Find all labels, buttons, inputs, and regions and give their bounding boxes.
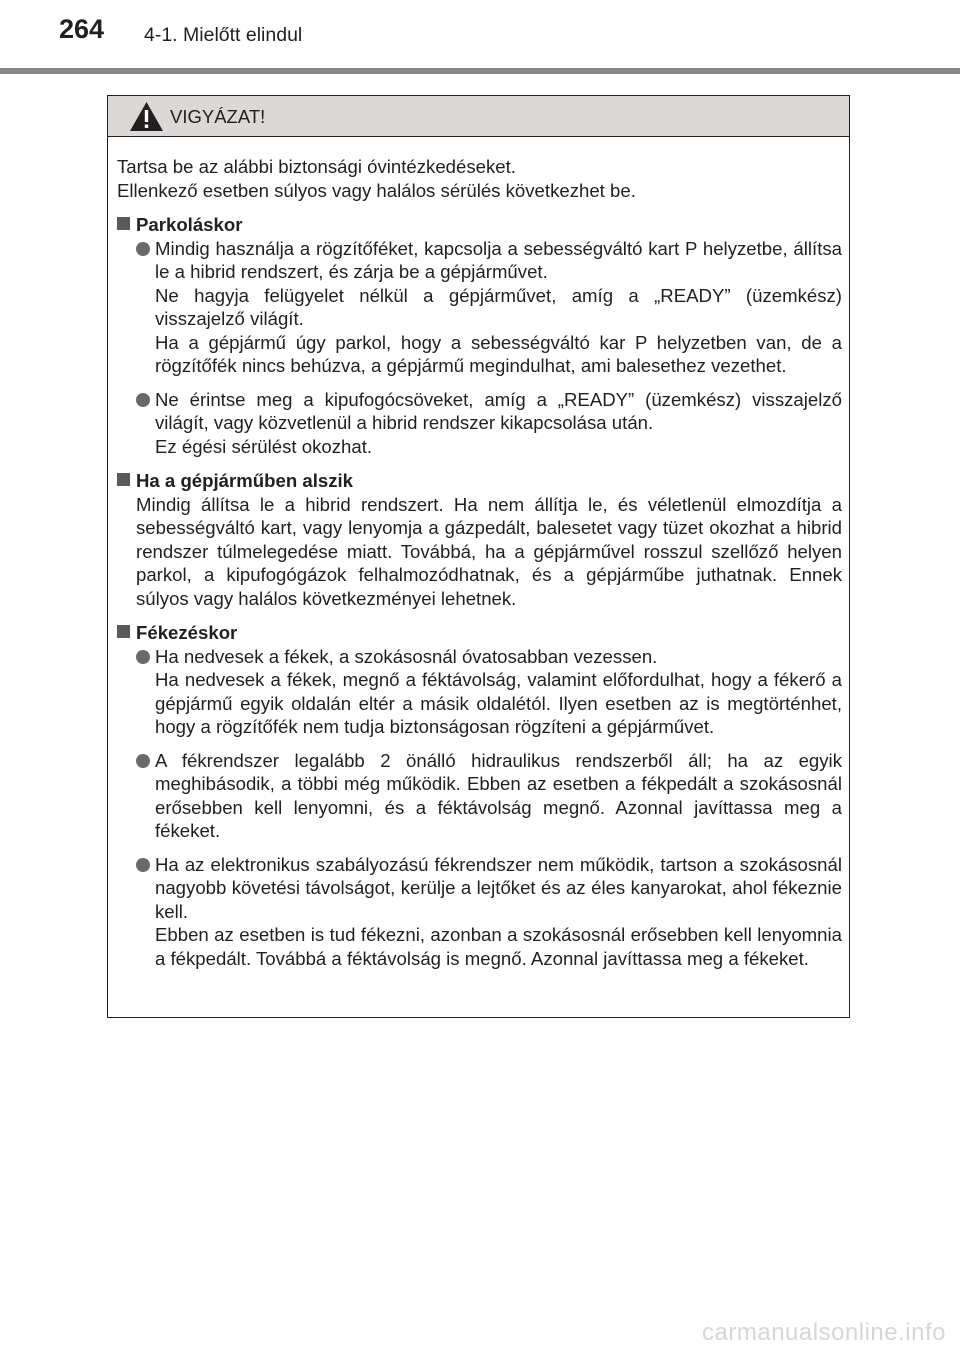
bullet-text: Ha nedvesek a fékek, a szokásosnál óvatosabban vezessen. [155, 645, 658, 667]
section-heading: Ha a gépjárműben alszik [117, 469, 842, 493]
bullet-text: Ez égési sérülést okozhat. [155, 435, 373, 457]
section-title: 4-1. Mielőtt elindul [144, 24, 303, 46]
section-text: Mindig állítsa le a hibrid rendszert. Ha nem állítja le, és véletlenül elmozdítja a sebességváltó kart, vagy lenyomja a gázpedált, balesetet vagy tüzet okozhat a hibrid rendszer túlmelegedése miatt. Továbbá, ha a gépjárművel rosszul szellőző helyen parkol, a kipufogógázok felhalmozódhatnak, és a gépjárműbe juthatnak. Ennek súlyos vagy halálos következményei lehetnek. [136, 493, 842, 609]
bullet-text: Ebben az esetben is tud fékezni, azonban a szokásosnál erősebben kell lenyomnia a fékpedált. Továbbá a féktávolság is megnő. Azonnal javíttassa meg a fékeket. [155, 924, 842, 969]
bullet-text: Ne érintse meg a kipufogócsöveket, amíg a „READY” (üzemkész) visszajelző világít, vagy közvetlenül a hibrid rendszer kikapcsolása után. [155, 388, 842, 433]
round-bullet-icon [136, 858, 150, 872]
bullet-text: A fékrendszer legalább 2 önálló hidraulikus rendszerből áll; ha az egyik meghibásodik, a többi még működik. Ebben az esetben a fékpedált a szokásosnál erősebben kell lenyomni, és a féktávolság megnő. Azonnal javíttassa meg a fékeket. [155, 749, 842, 841]
bullet-item [117, 237, 842, 378]
bullet-item [117, 749, 842, 843]
bullet-text: Ha a gépjármű úgy parkol, hogy a sebességváltó kar P helyzetben van, de a rögzítőfék nincs behúzva, a gépjármű megindulhat, ami balesethez vezethet. [155, 331, 842, 376]
warning-title: VIGYÁZAT! [170, 106, 266, 127]
watermark: carmanualsonline.info [702, 1319, 946, 1346]
bullet-text: Ha nedvesek a fékek, megnő a féktávolság, valamint előfordulhat, hogy a fékerő a gépjármű egyik oldalán eltér a másik oldalétól. Ilyen esetben az is megtörténhet, hogy a rögzítőfék nem tudja biztonságosan rögzíteni a gépjárművet. [155, 669, 842, 737]
bullet-text: Ne hagyja felügyelet nélkül a gépjárművet, amíg a „READY” (üzemkész) visszajelző világít. [155, 284, 842, 329]
warning-box [107, 95, 850, 1018]
intro-line: Ellenkező esetben súlyos vagy halálos sérülés következhet be. [117, 179, 636, 201]
bullet-text: Ha az elektronikus szabályozású fékrendszer nem működik, tartson a szokásosnál nagyobb követési távolságot, kerülje a lejtőket és az éles kanyarokat, ahol fékeznie kell. [155, 853, 842, 922]
bullet-text: Mindig használja a rögzítőféket, kapcsolja a sebességváltó kart P helyzetbe, állítsa le a hibrid rendszert, és zárja be a gépjárművet. [155, 237, 842, 282]
warning-body [117, 155, 842, 970]
bullet-item [117, 388, 842, 459]
round-bullet-icon [136, 393, 150, 407]
page-number: 264 [59, 14, 105, 44]
square-bullet-icon [117, 473, 130, 486]
warning-triangle-icon [129, 101, 164, 132]
round-bullet-icon [136, 650, 150, 664]
bullet-item [117, 645, 842, 739]
square-bullet-icon [117, 625, 130, 638]
square-bullet-icon [117, 217, 130, 230]
round-bullet-icon [136, 242, 150, 256]
header-rule [0, 68, 960, 74]
section-heading: Parkoláskor [117, 213, 842, 237]
intro-line: Tartsa be az alábbi biztonsági óvintézkedéseket. [117, 156, 516, 177]
section-parking [117, 213, 842, 458]
section-heading: Fékezéskor [117, 621, 842, 645]
warning-header [108, 96, 849, 137]
section-braking [117, 621, 842, 970]
warning-intro [117, 155, 842, 202]
section-sleeping [117, 469, 842, 610]
round-bullet-icon [136, 754, 150, 768]
bullet-item [117, 853, 842, 971]
